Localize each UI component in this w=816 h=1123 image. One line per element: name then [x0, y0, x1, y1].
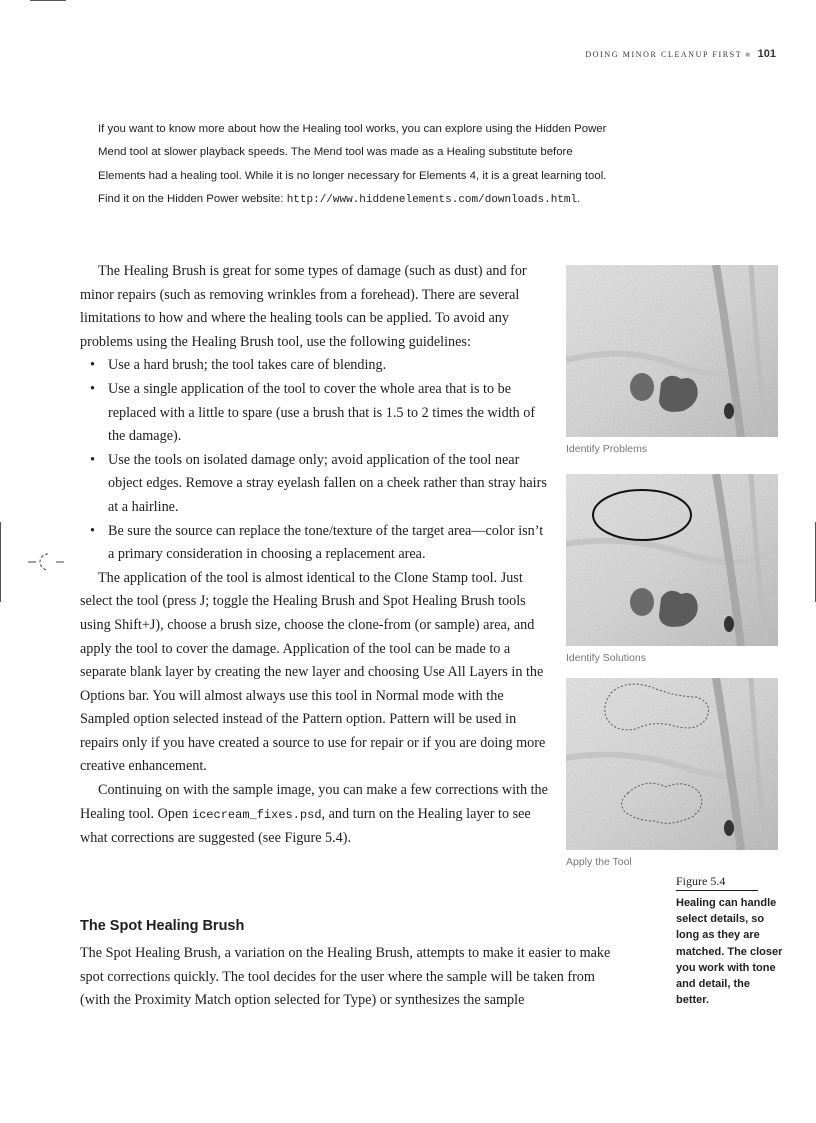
- guideline-item: • Use a hard brush; the tool takes care of blending.: [80, 354, 550, 378]
- intro-paragraph: The Healing Brush is great for some types of damage (such as dust) and for minor repairs (such as removing wrinkles from a forehead). There are several limitations to how and where the healing tools can be applied. To avoid any problems using the Healing Brush tool, use the following guidelines:: [80, 263, 527, 350]
- spot-paragraph: The Spot Healing Brush, a variation on the Healing Brush, attempts to make it easier to make spot corrections quickly. The tool decides for the user where the sample will be taken from (with the Proximity Match option selected for Type) or synthesizes the sample: [80, 945, 611, 1009]
- note-url: http://www.hiddenelements.com/downloads.html: [286, 194, 578, 207]
- running-head: [585, 48, 776, 60]
- figure-caption-apply: Apply the Tool: [566, 856, 632, 868]
- separator-icon: ■: [745, 50, 752, 59]
- note-text: If you want to know more about how the Healing tool works, you can explore using the Hidden Power Mend tool at slower playback speeds. The Mend tool was made as a Healing substitute before Elements had a healing tool. While it is no longer necessary for Elements 4, it is a great learning tool. Find it on the Hidden Power website:: [98, 123, 607, 206]
- sidebar-note: [98, 118, 618, 213]
- figure-caption-problems: Identify Problems: [566, 443, 648, 455]
- application-paragraph: The application of the tool is almost identical to the Clone Stamp tool. Just select the tool (press J; toggle the Healing Brush and Spot Healing Brush tools using Shift+J), choose a brush size, choose the clone-from (or sample) area, and apply the tool to cover the damage. Application of the tool can be made to a separate blank layer by creating the new layer and choosing Use All Layers in the Options bar. You will almost always use this tool in Normal mode with the Sampled option selected instead of the Pattern option. Pattern will be used in repairs only if you have created a source to use for repair or if you are doing more creative enhancement.: [80, 569, 546, 775]
- continuing-after: , and turn on the Healing layer to see what corrections are suggested (see Figure 5.4).: [80, 805, 531, 847]
- figure-image-apply: [566, 678, 778, 850]
- continuing-before: Continuing on with the sample image, you can make a few corrections with the Healing tool. Open: [80, 782, 548, 822]
- guideline-item: • Use the tools on isolated damage only; avoid application of the tool near object edges. Remove a stray eyelash fallen on a cheek rather than stray hairs at a hairline.: [80, 449, 550, 520]
- section-heading: The Spot Healing Brush: [80, 918, 245, 934]
- body-text: [80, 260, 550, 851]
- page-number: 101: [757, 48, 776, 60]
- crop-mark-left: [0, 522, 1, 602]
- figure-caption: Healing can handle select details, so long as they are matched. The closer you work with tone and detail, the better.: [676, 897, 783, 1007]
- figure-image-solutions: [566, 474, 778, 646]
- continuing-paragraph: [80, 779, 550, 851]
- guidelines-list: [80, 354, 550, 566]
- figure-label: Figure 5.4: [676, 874, 758, 891]
- figure-caption-solutions: Identify Solutions: [566, 652, 646, 664]
- registration-mark-icon: [26, 551, 68, 573]
- guideline-item: • Be sure the source can replace the tone/texture of the target area—color isn’t a primary consideration in choosing a replacement area.: [80, 520, 550, 567]
- figure-image-problems: [566, 265, 778, 437]
- guideline-item: • Use a single application of the tool to cover the whole area that is to be replaced with a little to spare (use a brush that is 1.5 to 2 times the width of the damage).: [80, 378, 550, 449]
- crop-mark-top: [30, 0, 66, 1]
- section-title: DOING MINOR CLEANUP FIRST: [585, 50, 743, 59]
- note-end: .: [577, 193, 581, 206]
- filename: icecream_fixes.psd: [191, 807, 322, 822]
